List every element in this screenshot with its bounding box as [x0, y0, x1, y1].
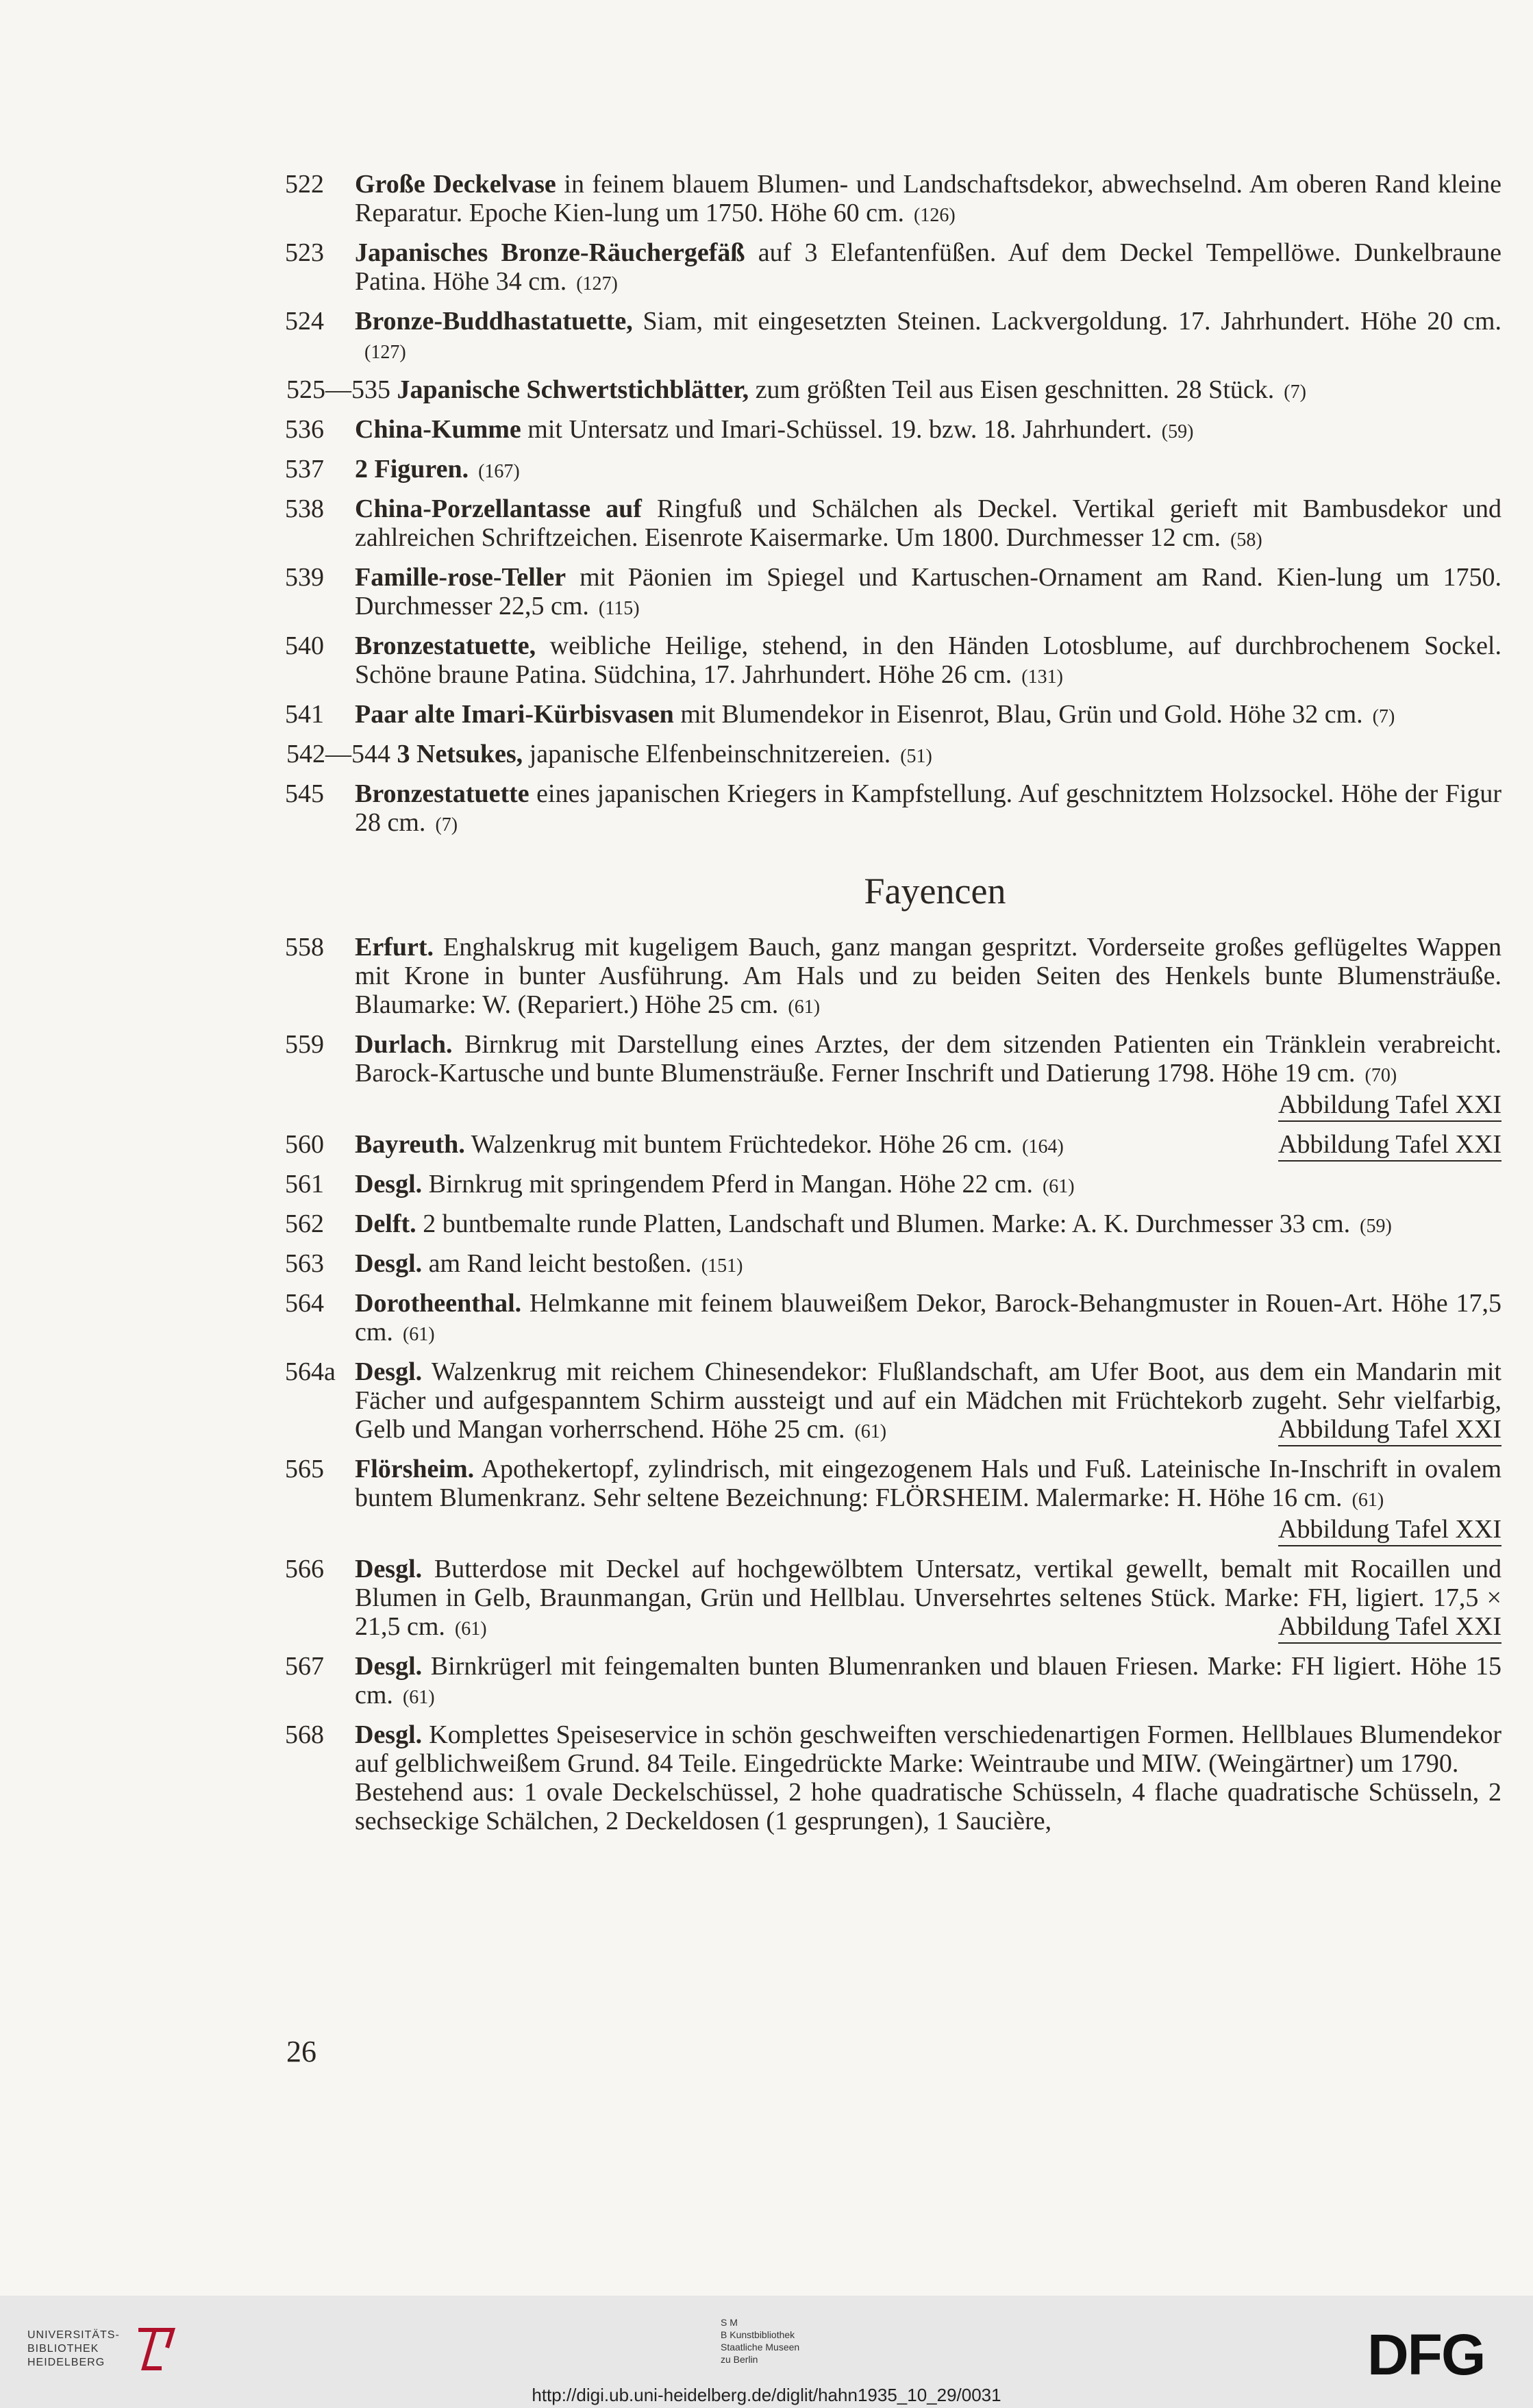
entry-body [355, 1357, 1501, 1446]
lot-number: 559 [285, 1030, 324, 1059]
lot-number: 563 [285, 1249, 324, 1278]
lot-number: 536 [285, 415, 324, 444]
entry-title: Desgl. [355, 1249, 423, 1278]
lot-number: 542—544 [286, 740, 390, 768]
entry-body [355, 1720, 1501, 1835]
entry-title: Desgl. [355, 1357, 423, 1386]
lot-number: 541 [285, 700, 324, 729]
entry-title: Japanisches Bronze-Räuchergefäß [355, 238, 745, 267]
plate-reference: Abbildung Tafel XXI [1278, 1130, 1501, 1162]
entry-title: Dorotheenthal. [355, 1289, 522, 1318]
catalog-entry [286, 631, 1501, 692]
entry-title: Durlach. [355, 1030, 453, 1059]
entry-body [286, 375, 1501, 407]
fayencen-list [286, 933, 1501, 1835]
uni-line: BIBLIOTHEK [27, 2343, 99, 2355]
catalog-entry [286, 455, 1501, 486]
entry-title: China-Porzellantasse auf [355, 494, 642, 523]
entry-body [355, 455, 1501, 486]
catalog-entry [286, 563, 1501, 623]
catalog-entry [286, 415, 1501, 447]
consignor-ref: (126) [914, 205, 956, 226]
consignor-ref: (70) [1364, 1065, 1397, 1086]
consignor-ref: (7) [1284, 381, 1306, 403]
entry-body [355, 1130, 1501, 1162]
entry-body [355, 1249, 1501, 1281]
entry-description: Siam, mit eingesetzten Steinen. Lackvergoldung. 17. Jahrhundert. Höhe 20 cm. [632, 307, 1501, 336]
catalog-entry [286, 307, 1501, 367]
catalog-entry [286, 170, 1501, 230]
entry-title: Erfurt. [355, 933, 434, 962]
consignor-ref: (51) [900, 746, 932, 767]
entry-title: Paar alte Imari-Kürbisvasen [355, 700, 674, 729]
entry-description: Ringfuß und Schälchen als Deckel. Vertikal gerieft mit Bambusdekor und zahlreichen Schriftzeichen. Eisenrote Kaisermarke. Um 1800. Durchmesser 12 cm. [355, 494, 1501, 552]
sm-line: S M [721, 2317, 738, 2328]
entry-title: Japanische Schwertstichblätter, [397, 375, 749, 404]
plate-reference: Abbildung Tafel XXI [1278, 1090, 1501, 1122]
entry-body [355, 1289, 1501, 1349]
lot-number: 545 [285, 779, 324, 808]
entry-description: Walzenkrug mit reichem Chinesendekor: Flußlandschaft, am Ufer Boot, aus dem ein Mandarin mit Fächer und aufgespanntem Schirm aussteigt und auf ein Mädchen mit Früchtekorb zugeht. Sehr vielfarbig, Gelb und Mangan vorherrschend. Höhe 25 cm. [355, 1357, 1501, 1444]
catalog-entry [286, 1170, 1501, 1201]
entry-title: China-Kumme [355, 415, 521, 444]
catalog-entry [286, 1555, 1501, 1644]
plate-reference: Abbildung Tafel XXI [1278, 1612, 1501, 1644]
lot-number: 560 [285, 1130, 324, 1159]
consignor-ref: (61) [454, 1618, 487, 1640]
consignor-ref: (61) [402, 1324, 435, 1345]
catalog-entry [286, 1289, 1501, 1349]
catalog-entry [286, 933, 1501, 1022]
catalog-entry [286, 1720, 1501, 1835]
entry-body [355, 700, 1501, 731]
lot-number: 522 [285, 170, 324, 199]
entry-body [355, 1555, 1501, 1644]
entry-title: Große Deckelvase [355, 170, 556, 199]
entry-title: Delft. [355, 1209, 416, 1238]
catalog-entry [286, 1209, 1501, 1241]
consignor-ref: (61) [402, 1687, 435, 1708]
entry-description: weibliche Heilige, stehend, in den Händen Lotosblume, auf durchbrochenem Sockel. Schöne braune Patina. Südchina, 17. Jahrhundert. Höhe 26 cm. [355, 631, 1501, 689]
entry-description: Helmkanne mit feinem blauweißem Dekor, Barock-Behangmuster in Rouen-Art. Höhe 17,5 cm. [355, 1289, 1501, 1346]
entry-description: mit Päonien im Spiegel und Kartuschen-Ornament am Rand. Kien-lung um 1750. Durchmesser 22,5 cm. [355, 563, 1501, 620]
consignor-ref: (131) [1021, 666, 1063, 688]
consignor-ref: (61) [788, 996, 821, 1018]
lot-number: 561 [285, 1170, 324, 1199]
asian-objects-list [286, 170, 1501, 840]
catalog-entry [286, 1652, 1501, 1712]
catalog-entry [286, 1030, 1501, 1122]
entry-title: Desgl. [355, 1720, 423, 1749]
consignor-ref: (61) [854, 1421, 887, 1442]
catalog-entry [286, 375, 1501, 407]
entry-body [355, 415, 1501, 447]
consignor-ref: (61) [1042, 1176, 1075, 1197]
entry-title: Desgl. [355, 1170, 423, 1199]
catalog-entry [286, 1455, 1501, 1546]
consignor-ref: (167) [478, 461, 520, 482]
entry-body [355, 631, 1501, 692]
entry-description: am Rand leicht bestoßen. [422, 1249, 692, 1278]
entry-description: 2 buntbemalte runde Platten, Landschaft und Blumen. Marke: A. K. Durchmesser 33 cm. [416, 1209, 1351, 1238]
consignor-ref: (61) [1351, 1490, 1384, 1511]
catalog-entry [286, 740, 1501, 771]
entry-body [355, 238, 1501, 299]
entry-title: Desgl. [355, 1555, 423, 1583]
entry-body [355, 563, 1501, 623]
entry-title: Bronzestatuette [355, 779, 529, 808]
consignor-ref: (7) [1372, 706, 1395, 727]
entry-body [355, 494, 1501, 555]
entry-body [355, 1209, 1501, 1241]
sm-line: Staatliche Museen [721, 2342, 800, 2353]
entry-body [355, 779, 1501, 840]
entry-title: 2 Figuren. [355, 455, 469, 484]
entry-body [355, 170, 1501, 230]
entry-body [355, 307, 1501, 367]
entry-body [355, 1455, 1501, 1546]
entry-description: zum größten Teil aus Eisen geschnitten. 28 Stück. [749, 375, 1275, 404]
entry-description: in feinem blauem Blumen- und Landschaftsdekor, abwechselnd. Am oberen Rand kleine Reparatur. Epoche Kien-lung um 1750. Höhe 60 cm. [355, 170, 1502, 227]
consignor-ref: (7) [435, 814, 458, 836]
lot-number: 523 [285, 238, 324, 267]
lot-number: 524 [285, 307, 324, 336]
entry-body [355, 933, 1501, 1022]
entry-body [355, 1652, 1501, 1712]
sm-line: B Kunstbibliothek [721, 2329, 795, 2340]
page-number: 26 [286, 2035, 316, 2068]
plate-reference: Abbildung Tafel XXI [1278, 1515, 1501, 1546]
catalog-entry [286, 1357, 1501, 1446]
entry-description: Butterdose mit Deckel auf hochgewölbtem Untersatz, vertikal gewellt, bemalt mit Rocaillen und Blumen in Gelb, Braunmangan, Grün und Hellblau. Unversehrtes seltenes Stück. Marke: FH, ligiert. 17,5 × 21,5 cm. [355, 1555, 1501, 1641]
entry-title: Flörsheim. [355, 1455, 475, 1483]
entry-title: 3 Netsukes, [397, 740, 523, 768]
consignor-ref: (127) [576, 273, 618, 294]
lot-number: 538 [285, 494, 324, 523]
lot-number: 539 [285, 563, 324, 592]
lot-number: 525—535 [286, 375, 390, 404]
uni-line: UNIVERSITÄTS- [27, 2329, 120, 2341]
consignor-ref: (164) [1022, 1136, 1064, 1157]
entry-description: Birnkrügerl mit feingemalten bunten Blumenranken und blauen Friesen. Marke: FH ligiert. Höhe 15 cm. [355, 1652, 1501, 1709]
entry-description: Birnkrug mit Darstellung eines Arztes, der dem sitzenden Patienten ein Tränklein verabreicht. Barock-Kartusche und bunte Blumensträuße. Ferner Inschrift und Datierung 1798. Höhe 19 cm. [355, 1030, 1501, 1088]
sm-line: zu Berlin [721, 2354, 758, 2365]
lot-number: 564a [285, 1357, 336, 1386]
heidelberg-library-label [27, 2329, 120, 2370]
entry-description: Apothekertopf, zylindrisch, mit eingezogenem Hals und Fuß. Lateinische In-Inschrift in ovalem buntem Blumenkranz. Sehr seltene Bezeichnung: FLÖRSHEIM. Malermarke: H. Höhe 16 cm. [355, 1455, 1501, 1512]
lot-number: 564 [285, 1289, 324, 1318]
entry-description: auf 3 Elefantenfüßen. Auf dem Deckel Tempellöwe. Dunkelbraune Patina. Höhe 34 cm. [355, 238, 1501, 296]
lot-number: 562 [285, 1209, 324, 1238]
entry-description: mit Blumendekor in Eisenrot, Blau, Grün und Gold. Höhe 32 cm. [673, 700, 1363, 729]
source-url-link[interactable]: http://digi.ub.uni-heidelberg.de/diglit/hahn1935_10_29/0031 [532, 2385, 1001, 2405]
berlin-museum-label [721, 2316, 799, 2366]
section-title: Fayencen [864, 870, 1006, 912]
entry-description: Walzenkrug mit buntem Früchtedekor. Höhe 26 cm. [464, 1130, 1013, 1159]
consignor-ref: (151) [701, 1255, 743, 1277]
entry-description: Birnkrug mit springendem Pferd in Mangan. Höhe 22 cm. [422, 1170, 1033, 1199]
consignor-ref: (115) [598, 598, 640, 619]
footer-bar [0, 2296, 1533, 2408]
entry-description: japanische Elfenbeinschnitzereien. [523, 740, 891, 768]
plate-reference: Abbildung Tafel XXI [1278, 1415, 1501, 1446]
lot-number: 567 [285, 1652, 324, 1681]
entries-column [286, 170, 1501, 1844]
catalog-entry [286, 700, 1501, 731]
lot-number: 537 [285, 455, 324, 484]
entry-contents: Bestehend aus: 1 ovale Deckelschüssel, 2 hohe quadratische Schüsseln, 4 flache quadratische Schüsseln, 2 sechseckige Schälchen, 2 Deckeldosen (1 gesprungen), 1 Saucière, [355, 1778, 1501, 1835]
entry-description: Komplettes Speiseservice in schön geschweiften verschiedenartigen Formen. Hellblaues Blumendekor auf gelblichweißem Grund. 84 Teile. Eingedrückte Marke: Weintraube und MIW. (Weingärtner) um 1790. [355, 1720, 1501, 1778]
entry-description: mit Untersatz und Imari-Schüssel. 19. bzw. 18. Jahrhundert. [521, 415, 1152, 444]
entry-body [286, 740, 1501, 771]
entry-body [355, 1030, 1501, 1122]
catalog-entry [286, 494, 1501, 555]
consignor-ref: (58) [1230, 529, 1262, 551]
lot-number: 565 [285, 1455, 324, 1483]
entry-title: Bayreuth. [355, 1130, 465, 1159]
entry-description: Enghalskrug mit kugeligem Bauch, ganz mangan gespritzt. Vorderseite großes geflügeltes Wappen mit Krone in bunter Ausführung. Am Hals und zu beiden Seiten des Henkels bunte Blumensträuße. Blaumarke: W. (Repariert.) Höhe 25 cm. [355, 933, 1501, 1019]
lot-number: 558 [285, 933, 324, 962]
consignor-ref: (59) [1360, 1216, 1392, 1237]
catalog-entry [286, 779, 1501, 840]
entry-title: Famille-rose-Teller [355, 563, 566, 592]
consignor-ref: (127) [364, 342, 406, 363]
dfg-logo: DFG [1367, 2322, 1485, 2387]
catalog-entry [286, 238, 1501, 299]
entry-body [355, 1170, 1501, 1201]
lot-number: 568 [285, 1720, 324, 1749]
consignor-ref: (59) [1161, 421, 1194, 442]
catalog-entry [286, 1249, 1501, 1281]
lot-number: 566 [285, 1555, 324, 1583]
lot-number: 540 [285, 631, 324, 660]
entry-title: Bronze-Buddhastatuette, [355, 307, 633, 336]
catalog-entry [286, 1130, 1501, 1162]
entry-title: Desgl. [355, 1652, 423, 1681]
heidelberg-logo-icon [134, 2324, 182, 2374]
entry-title: Bronzestatuette, [355, 631, 536, 660]
entry-description: eines japanischen Kriegers in Kampfstellung. Auf geschnitztem Holzsockel. Höhe der Figur 28 cm. [355, 779, 1501, 837]
uni-line: HEIDELBERG [27, 2357, 105, 2368]
